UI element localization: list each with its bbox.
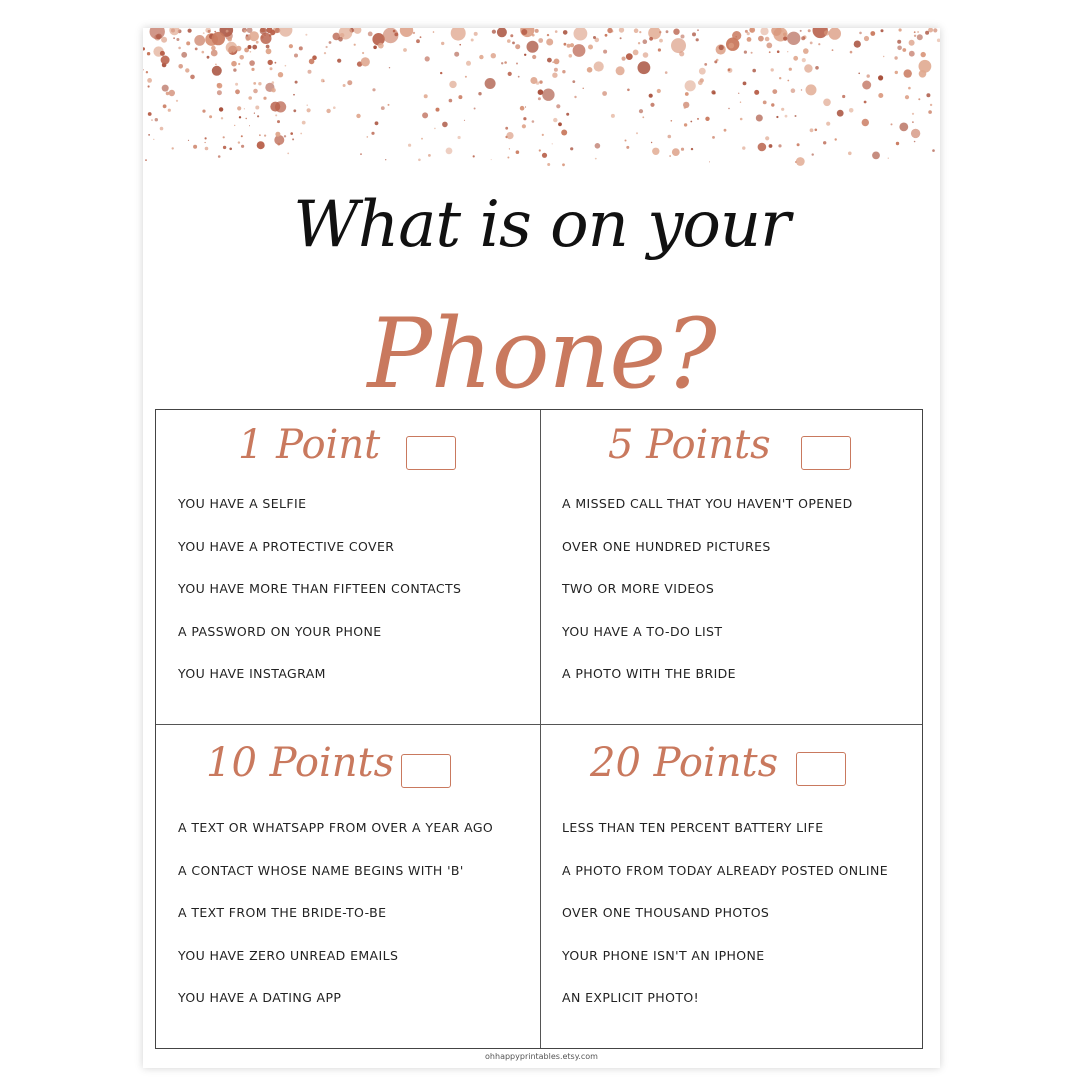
- section-heading: 20 Points: [590, 740, 779, 786]
- list-item: A CONTACT WHOSE NAME BEGINS WITH 'B': [178, 862, 464, 878]
- title-line-2: Phone?: [367, 298, 716, 410]
- score-box[interactable]: [406, 436, 456, 470]
- list-item: A PHOTO WITH THE BRIDE: [562, 666, 736, 681]
- list-item: OVER ONE HUNDRED PICTURES: [562, 538, 771, 554]
- section-heading: 1 Point: [238, 422, 381, 468]
- list-item: YOU HAVE A DATING APP: [178, 990, 342, 1005]
- list-item: A TEXT OR WHATSAPP FROM OVER A YEAR AGO: [178, 820, 494, 835]
- list-item: AN EXPLICIT PHOTO!: [562, 990, 700, 1005]
- list-item: A PASSWORD ON YOUR PHONE: [178, 623, 382, 639]
- list-item: OVER ONE THOUSAND PHOTOS: [562, 905, 770, 920]
- score-box[interactable]: [801, 436, 851, 470]
- list-item: A TEXT FROM THE BRIDE-TO-BE: [178, 905, 387, 920]
- section-10-points: [156, 724, 540, 1048]
- list-item: YOU HAVE MORE THAN FIFTEEN CONTACTS: [178, 581, 462, 596]
- list-item: YOUR PHONE ISN'T AN IPHONE: [562, 947, 765, 963]
- list-item: YOU HAVE A PROTECTIVE COVER: [178, 538, 395, 554]
- list-item: YOU HAVE A SELFIE: [178, 496, 307, 511]
- list-item: TWO OR MORE VIDEOS: [562, 581, 715, 596]
- list-item: YOU HAVE ZERO UNREAD EMAILS: [178, 947, 399, 963]
- section-1-point: [156, 410, 540, 724]
- list-item: LESS THAN TEN PERCENT BATTERY LIFE: [562, 820, 824, 835]
- section-5-points: [540, 410, 924, 724]
- item-list: [562, 494, 853, 707]
- item-list: [562, 818, 888, 1031]
- section-20-points: [540, 724, 924, 1048]
- list-item: YOU HAVE INSTAGRAM: [178, 666, 326, 681]
- rose-gold-confetti-decoration: [143, 28, 940, 178]
- list-item: YOU HAVE A TO-DO LIST: [562, 623, 723, 639]
- item-list: [178, 494, 461, 707]
- score-box[interactable]: [401, 754, 451, 788]
- footer-url: ohhappyprintables.etsy.com: [485, 1052, 598, 1061]
- section-heading: 5 Points: [608, 422, 771, 468]
- section-heading: 10 Points: [206, 740, 395, 786]
- list-item: A PHOTO FROM TODAY ALREADY POSTED ONLINE: [562, 862, 889, 878]
- list-item: A MISSED CALL THAT YOU HAVEN'T OPENED: [562, 496, 853, 511]
- points-grid: [155, 409, 923, 1049]
- item-list: [178, 818, 493, 1031]
- printable-sheet: [143, 28, 940, 1068]
- score-box[interactable]: [796, 752, 846, 786]
- title-line-1: What is on your: [293, 188, 790, 262]
